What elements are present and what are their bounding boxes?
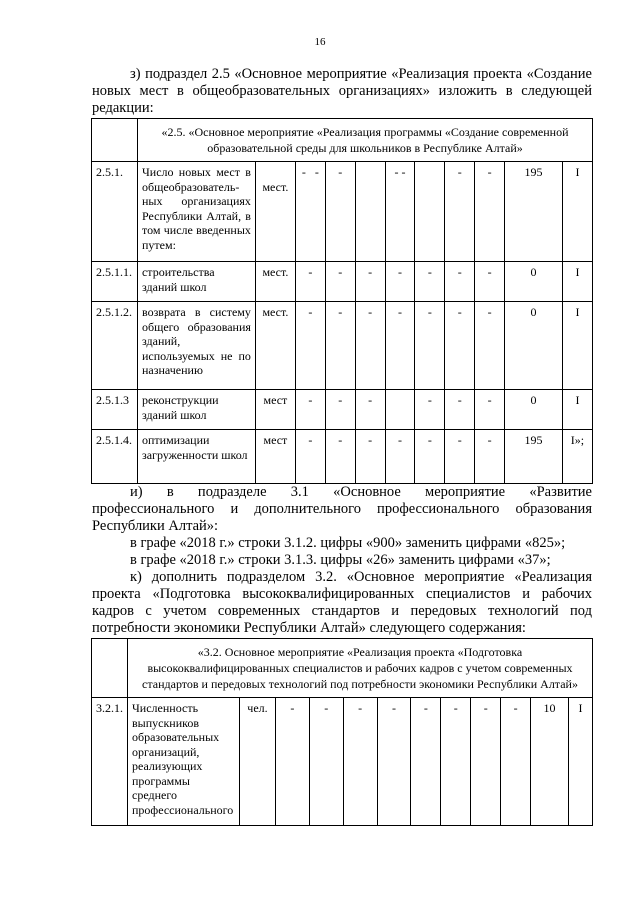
table-section-2-5	[91, 118, 593, 484]
row-last: I»;	[562, 430, 592, 484]
row-description: строительства зданий школ	[137, 262, 255, 302]
row-cell: -	[275, 698, 309, 826]
table-header: «3.2. Основное мероприятие «Реализация проекта «Подготовка высококвалифицированных специалистов и рабочих кадров с учетом современных стандартов и передовых технологий под потребности экономики Республики Алтай»	[128, 639, 593, 698]
row-cell: -	[385, 262, 415, 302]
paragraph-i-line1: в графе «2018 г.» строки 3.1.2. цифры «900» заменить цифрами «825»;	[130, 535, 566, 551]
table-section-3-2	[91, 638, 593, 826]
paragraph-i-line2: в графе «2018 г.» строки 3.1.3. цифры «26» заменить цифрами «37»;	[130, 552, 551, 568]
row-description: оптимизации загруженности школ	[137, 430, 255, 484]
row-cell: -	[325, 302, 355, 390]
row-cell: -	[471, 698, 501, 826]
row-cell: -	[415, 430, 445, 484]
row-cell: -	[325, 390, 355, 430]
row-unit: чел.	[239, 698, 275, 826]
row-cell: -	[475, 262, 505, 302]
row-cell: -	[415, 262, 445, 302]
row-cell: -	[475, 302, 505, 390]
table-row	[92, 162, 593, 262]
row-cell: -	[441, 698, 471, 826]
row-cell: -	[295, 302, 325, 390]
row-unit: мест.	[255, 302, 295, 390]
row-last: I	[562, 390, 592, 430]
paragraph-i	[92, 484, 592, 637]
row-cell: -	[325, 262, 355, 302]
row-unit: мест.	[255, 162, 295, 262]
row-cell: -	[325, 430, 355, 484]
table-header-row	[92, 119, 593, 162]
row-cell: -	[355, 390, 385, 430]
row-cell	[355, 162, 385, 262]
table-header-row	[92, 639, 593, 698]
table-row	[92, 698, 593, 826]
row-cell: -	[385, 302, 415, 390]
row-number: 3.2.1.	[92, 698, 128, 826]
row-last: I	[568, 698, 592, 826]
row-cell: -	[355, 430, 385, 484]
row-cell: -	[355, 262, 385, 302]
row-cell: -	[415, 302, 445, 390]
row-cell: -	[377, 698, 411, 826]
row-last: I	[562, 262, 592, 302]
row-number: 2.5.1.3	[92, 390, 138, 430]
row-cell: -	[415, 390, 445, 430]
row-number: 2.5.1.	[92, 162, 138, 262]
row-cell: -	[411, 698, 441, 826]
row-cell: -	[445, 302, 475, 390]
row-number: 2.5.1.1.	[92, 262, 138, 302]
row-cell: -	[295, 262, 325, 302]
row-cell: -	[295, 390, 325, 430]
row-value: 0	[505, 390, 563, 430]
row-unit: мест	[255, 390, 295, 430]
row-cell	[415, 162, 445, 262]
row-cell: -	[385, 430, 415, 484]
page-number: 16	[314, 36, 326, 48]
row-unit: мест.	[255, 262, 295, 302]
row-cell: -	[355, 302, 385, 390]
table-row	[92, 430, 593, 484]
row-cell: -	[475, 162, 505, 262]
row-cell: -	[309, 698, 343, 826]
row-value: 0	[505, 302, 563, 390]
paragraph-k-text: к) дополнить подразделом 3.2. «Основное мероприятие «Реализация проекта «Подготовка высококвалифицированных специалистов и рабочих кадров с учетом современных стандартов и передовых технологий под потребности экономики Республики Алтай» следующего содержания:	[92, 569, 592, 636]
table-row	[92, 262, 593, 302]
row-cell: -	[475, 390, 505, 430]
paragraph-z	[92, 66, 592, 117]
row-cell: -	[475, 430, 505, 484]
paragraph-z-text: з) подраздел 2.5 «Основное мероприятие «Реализация проекта «Создание новых мест в общеобразовательных организациях» изложить в следующей редакции:	[92, 66, 592, 116]
row-cell: -	[445, 262, 475, 302]
table-row	[92, 302, 593, 390]
row-last: I	[562, 302, 592, 390]
row-value: 0	[505, 262, 563, 302]
row-number: 2.5.1.2.	[92, 302, 138, 390]
row-cell: -	[325, 162, 355, 262]
row-number: 2.5.1.4.	[92, 430, 138, 484]
row-cell: -	[343, 698, 377, 826]
row-value: 195	[505, 162, 563, 262]
row-last: I	[562, 162, 592, 262]
row-description: Численность выпускников образовательных организаций, реализующих программы среднего профессионального	[128, 698, 240, 826]
row-description: Число новых мест в общеобразователь-ных организациях Республики Алтай, в том числе введенных путем:	[137, 162, 255, 262]
row-cell: - -	[295, 162, 325, 262]
row-value: 10	[531, 698, 569, 826]
row-unit: мест	[255, 430, 295, 484]
paragraph-i-text: и) в подразделе 3.1 «Основное мероприятие «Развитие профессионального и дополнительного профессионального образования Республики Алтай»:	[92, 484, 592, 534]
row-description: возврата в систему общего образования зданий, используемых не по назначению	[137, 302, 255, 390]
row-value: 195	[505, 430, 563, 484]
row-cell: -	[445, 162, 475, 262]
row-cell: - -	[385, 162, 415, 262]
table-row	[92, 390, 593, 430]
row-cell	[385, 390, 415, 430]
row-cell: -	[445, 430, 475, 484]
row-description: реконструкции зданий школ	[137, 390, 255, 430]
row-cell: -	[295, 430, 325, 484]
row-cell: -	[445, 390, 475, 430]
row-cell: -	[501, 698, 531, 826]
table-header: «2.5. «Основное мероприятие «Реализация программы «Создание современной образовательной среды для школьников в Республике Алтай»	[137, 119, 592, 162]
